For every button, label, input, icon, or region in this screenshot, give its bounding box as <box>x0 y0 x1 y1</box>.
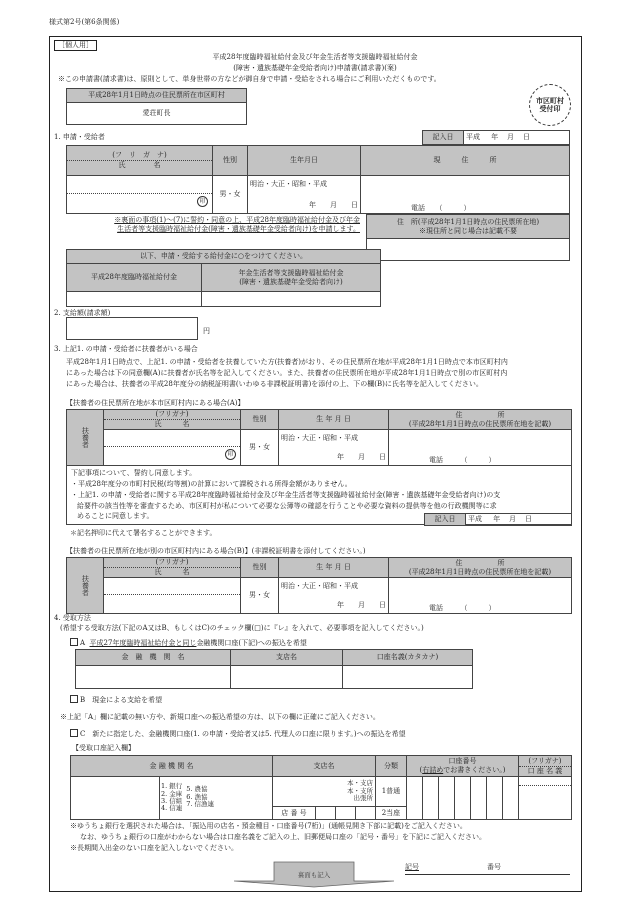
account-type-header: 分類 <box>375 756 406 777</box>
option-a-branch-header: 支店名 <box>231 650 343 666</box>
account-digit[interactable] <box>486 777 502 820</box>
form-number: 様式第2号(第6条関係) <box>49 18 120 26</box>
checkbox-c[interactable] <box>70 729 78 737</box>
applicant-table <box>66 145 570 214</box>
benefit-select-header: 以下、申請・受給する給付金に○をつけてください。 <box>67 250 381 264</box>
account-bank-header: 金 融 機 関 名 <box>71 756 273 777</box>
account-holder-field[interactable] <box>518 777 571 820</box>
benefit-col1-field[interactable] <box>67 292 202 307</box>
account-number-header: 口座番号 (右詰めでお書きください。) <box>406 756 518 777</box>
amount-field[interactable] <box>66 317 198 340</box>
account-digit[interactable] <box>470 777 486 820</box>
supporter-a-dob-field[interactable]: 明治・大正・昭和・平成 年 月 日 <box>279 430 389 466</box>
supporter-b-sex-field[interactable]: 男・女 <box>241 578 279 614</box>
municipality-header: 平成28年1月1日時点の住民票所在市区町村 <box>67 89 247 103</box>
form-tag: ［個人用］ <box>54 40 97 51</box>
account-bank-field[interactable] <box>71 777 160 820</box>
applicant-phone-field[interactable]: 電話 （ ） <box>361 176 570 214</box>
applicant-address-header: 現 住 所 <box>361 146 570 176</box>
account-type-1[interactable]: 1普通 <box>375 777 406 807</box>
form-title-line2: (障害・遺族基礎年金受給者向け)申請書(請求書)(案) <box>233 64 397 72</box>
account-digit[interactable] <box>502 777 518 820</box>
seal-icon: 印 <box>225 449 236 460</box>
option-a-bank-header: 金 融 機 関 名 <box>76 650 231 666</box>
stamp-line2: 受付印 <box>539 105 561 113</box>
supporter-a-sex-header: 性別 <box>241 410 279 430</box>
supporter-b-label: 扶養者 <box>67 558 104 614</box>
account-digit[interactable] <box>438 777 454 820</box>
section4-title: 4. 受取方法 <box>54 614 91 622</box>
option-a-holder-field[interactable] <box>343 666 473 689</box>
municipality-value[interactable]: 愛荘町長 <box>67 103 247 125</box>
checkbox-b[interactable] <box>70 695 78 703</box>
account-type-2[interactable]: 2当座 <box>375 807 406 820</box>
section3-paragraph: 平成28年1月1日時点で、上記1. の申請・受給者を扶養していた方(扶養者)がおり、その住民票所在地が平成28年1月1日時点で本市区町村内 にあった場合は下の同意欄(A)に扶養者が氏名等を記入してください。また、扶養者の住民票所在地が平成28年1月1日時点で別の市区町村内 にあった場合は、扶養者の平成28年度分の納税証明書(いわゆる非課税証明書)を添付の上、下の欄(B)に氏名等を記入してください。 <box>66 358 508 389</box>
supporter-b-name-field[interactable] <box>104 578 241 614</box>
account-table <box>70 755 572 820</box>
store-number-label: 店 番 号 <box>272 807 315 820</box>
stamp-line1: 市区町村 <box>536 96 564 105</box>
amount-unit: 円 <box>203 327 210 335</box>
benefit-col1-header: 平成28年度臨時福祉給付金 <box>67 264 202 292</box>
supporter-b-sex-header: 性別 <box>241 558 279 578</box>
supporter-b-name-header: (フリガナ) 氏 名 <box>104 558 241 578</box>
supporter-a-sex-field[interactable]: 男・女 <box>241 430 279 466</box>
supporter-a-title: 【扶養者の住民票所在地が本市区町村内にある場合(A)】 <box>66 399 245 407</box>
account-holder-header: (フリガナ) 口 座 名 義 <box>518 756 571 777</box>
seal-icon: 印 <box>197 196 208 207</box>
supporter-b-phone-field[interactable]: 電話 （ ） <box>389 578 572 614</box>
supporter-a-name-header: (フリガナ) 氏 名 <box>104 410 241 430</box>
address2-header: 住 所(平成28年1月1日時点の住民票所在地) ※現住所と同じ場合は記載不要 <box>367 215 570 239</box>
checkbox-a[interactable] <box>70 638 78 646</box>
option-a-bank-field[interactable] <box>76 666 231 689</box>
benefit-col2-field[interactable] <box>202 292 381 307</box>
yucho-notes: ※ゆうちょ銀行を選択された場合は、「振込用の店名・預金種目・口座番号(7桁)」(通帳見開き下部に記載)をご記入ください。 なお、ゆうちょ銀行の口座がわからない場合は口座名義をご記入の上、旧郵便局口座の「記号・番号」を下記にご記入ください。 ※長期間入出金のない口座を記入しないでください。 <box>70 822 486 853</box>
applicant-name-field[interactable] <box>67 176 213 214</box>
store-digit[interactable] <box>315 807 335 820</box>
applicant-dob-header: 生年月日 <box>248 146 361 176</box>
form-title-line1: 平成28年度臨時福祉給付金及び年金生活者等支援臨時福祉給付金 <box>212 53 418 61</box>
number-label: 番号 <box>487 863 501 871</box>
entry-date-field-2[interactable]: 平成 年 月 日 <box>466 514 572 526</box>
supporter-a-phone-field[interactable]: 電話 （ ） <box>389 430 572 466</box>
note-a: ※上記「A」欄に記載の無い方や、新規口座への振込希望の方は、以下の欄に正確にご記入ください。 <box>60 713 380 721</box>
address2-field[interactable] <box>367 239 570 261</box>
section3-title: 3. 上記1. の申請・受給者に扶養者がいる場合 <box>54 345 198 353</box>
account-title: 【受取口座記入欄】 <box>72 744 135 752</box>
entry-date-label: 記入日 <box>423 131 464 145</box>
benefit-col2-header: 年金生活者等支援臨時福祉給付金 (障害・遺族基礎年金受給者向け) <box>202 264 381 292</box>
supporter-b-dob-header: 生 年 月 日 <box>279 558 389 578</box>
supporter-b-title: 【扶養者の住民票所在地が別の市区町村内にある場合(B)】(非課税証明書を添付してください。) <box>66 547 366 555</box>
applicant-dob-field[interactable]: 明治・大正・昭和・平成 年 月 日 <box>248 176 361 214</box>
account-digit[interactable] <box>422 777 438 820</box>
option-c[interactable]: C 新たに指定した、金融機関口座(1. の申請・受給者又は5. 代理人の口座に限ります。)への振込を希望 <box>70 729 406 739</box>
supporter-b-addr-header: 住 所 (平成28年1月1日時点の住民票所在地を記載) <box>389 558 572 578</box>
account-digit[interactable] <box>406 777 422 820</box>
supporter-a-table <box>66 409 572 525</box>
applicant-sex-header: 性別 <box>213 146 248 176</box>
supporter-b-table <box>66 557 572 614</box>
option-b[interactable]: B 現金による支給を希望 <box>70 695 162 705</box>
symbol-number-field[interactable] <box>405 863 570 875</box>
benefit-select-table <box>66 249 381 307</box>
supporter-a-dob-header: 生 年 月 日 <box>279 410 389 430</box>
supporter-a-label: 扶養者 <box>67 410 104 466</box>
reception-stamp <box>529 84 571 126</box>
symbol-label: 記号 <box>405 863 419 871</box>
section1-title: 1. 申請・受給者 <box>54 133 105 141</box>
account-digit[interactable] <box>454 777 470 820</box>
option-a-branch-field[interactable] <box>231 666 343 689</box>
section2-title: 2. 支給額(請求額) <box>54 309 111 317</box>
bank-type-options[interactable]: 1. 銀行 2. 金庫 3. 信組 4. 信連 5. 農協 6. 漁協 7. 信漁連 <box>160 777 273 820</box>
store-digit[interactable] <box>355 807 375 820</box>
entry-date-label-2: 記入日 <box>425 514 466 526</box>
entry-date-table-2 <box>424 513 572 526</box>
section4-instruction: (希望する受取方法(下記のA又はB、もしくはC)のチェック欄(□)に『レ』を入れて、必要事項を記入してください。) <box>60 624 424 632</box>
supporter-a-name-field[interactable] <box>104 430 241 466</box>
supporter-a-addr-header: 住 所 (平成28年1月1日時点の住民票所在地を記載) <box>389 410 572 430</box>
applicant-name-header: (フ リ ガ ナ) 氏 名 <box>67 146 213 176</box>
option-a-holder-header: 口座名義(カタカナ) <box>343 650 473 666</box>
account-branch-field[interactable]: 本・支店 本・支所 出張所 <box>272 777 375 807</box>
applicant-sex-field[interactable]: 男・女 <box>213 176 248 214</box>
form-notice: ※この申請書(請求書)は、原則として、単身世帯の方などが御自身で申請・受給をされる場合にご利用いただくものです。 <box>58 75 441 83</box>
sign-note: ＊記名押印に代えて署名することができます。 <box>70 529 217 537</box>
supporter-b-dob-field[interactable]: 明治・大正・昭和・平成 年 月 日 <box>279 578 389 614</box>
entry-date-field[interactable]: 平成 年 月 日 <box>464 131 570 145</box>
supporter-agreement: 下記事項について、誓約し同意します。 ・平成28年度分の市町村民税(均等割)の計算において課税される所得金額がありません。 ・上記1. の申請・受給者に関する平成28年度臨時福祉給付金及び年金生活者等支援臨時福祉給付金(障害・遺族基礎年金受給者向け)の支 給要件の該当性等を審査するため、市区町村が私について必要な公簿等の確認を行うことや必要な資料の提供等を他の行政機関等に求 めることに同意します。 <box>67 466 572 525</box>
option-a[interactable]: A 平成27年度臨時福祉給付金と同じ金融機関口座(下記)への振込を希望 <box>70 638 307 648</box>
store-digit[interactable] <box>335 807 355 820</box>
account-branch-header: 支店名 <box>272 756 375 777</box>
entry-date-table <box>422 130 570 145</box>
back-side-label: 裏面も記入 <box>297 871 331 879</box>
pledge-text: ※裏面の事項(1)～(7)に誓約・同意の上、平成28年度臨時福祉給付金及び年金 生活者等支援臨時福祉給付金(障害・遺族基礎年金受給者向け)を申請します。 <box>114 216 360 234</box>
address2-table <box>366 214 570 261</box>
option-a-table <box>75 649 473 689</box>
municipality-table <box>66 88 247 125</box>
